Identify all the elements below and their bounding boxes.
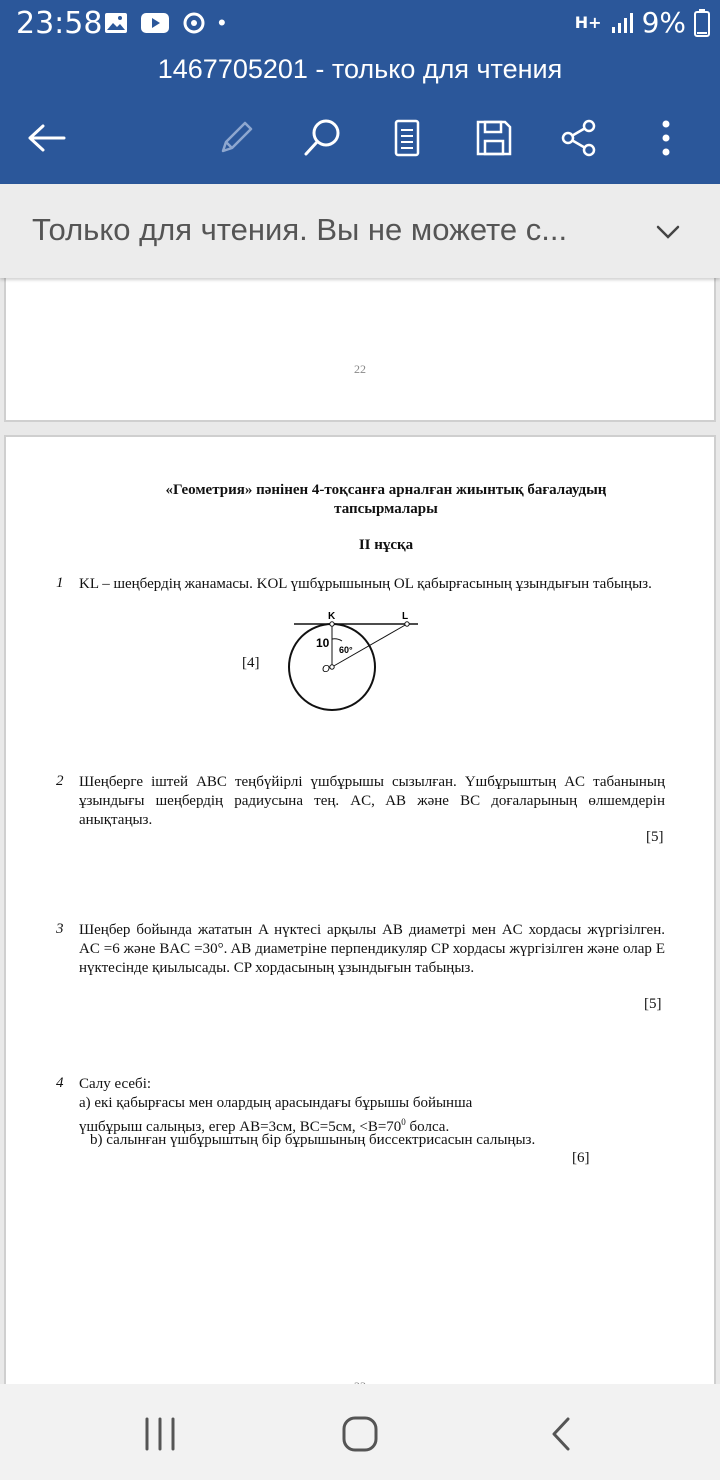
readonly-banner-text: Только для чтения. Вы не можете с...	[32, 212, 568, 247]
notification-icons	[104, 10, 226, 36]
gallery-icon	[104, 12, 128, 34]
point-l	[405, 622, 409, 626]
question-text: KL – шеңбердің жанамасы. KOL үшбұрышының OL қабырғасының ұзындығын табыңыз.	[79, 576, 652, 592]
youtube-icon	[140, 12, 170, 34]
share-button[interactable]	[549, 108, 609, 168]
chevron-down-icon[interactable]	[650, 214, 686, 250]
question-number: 4	[56, 1075, 64, 1091]
recent-apps-icon[interactable]	[138, 1412, 182, 1456]
back-chevron-icon[interactable]	[540, 1412, 584, 1456]
question-subpart-b: b) салынған үшбұрыштың бір бұрышының биссектрисасын салыңыз.	[90, 1132, 536, 1148]
page-number: 22	[354, 362, 366, 376]
question-number: 3	[56, 921, 64, 937]
more-icon	[661, 120, 671, 156]
document-page-1	[4, 268, 716, 422]
question-mark: [5]	[644, 996, 662, 1012]
toolbar	[0, 108, 720, 168]
save-icon	[475, 119, 513, 157]
battery-icon	[694, 9, 710, 37]
sync-icon	[182, 11, 206, 35]
back-button[interactable]	[16, 108, 76, 168]
question-mark: [5]	[646, 829, 664, 845]
status-time: 23:58	[16, 6, 103, 41]
circle-tangent-figure	[284, 607, 424, 713]
signal-icon	[610, 11, 634, 35]
label-k: K	[328, 611, 336, 622]
question-mark: [4]	[242, 655, 260, 671]
point-k	[330, 622, 334, 626]
variant-label: II нұсқа	[358, 537, 414, 553]
pencil-icon	[217, 119, 255, 157]
document-page-2	[4, 435, 716, 1435]
label-o: O	[322, 664, 330, 675]
question-mark: [6]	[572, 1150, 590, 1166]
system-icons	[575, 6, 710, 39]
question-number: 1	[56, 575, 64, 591]
edit-button[interactable]	[206, 108, 266, 168]
network-type: H+	[574, 13, 602, 32]
document-title: 1467705201 - только для чтения	[157, 54, 563, 84]
subpart-a-text: a) екі қабырғасы мен олардың арасындағы бұрышы бойынша үшбұрыш салыңыз, егер AB=3см, BC=5см, <B=70	[79, 1095, 473, 1135]
back-arrow-icon	[26, 123, 66, 153]
document-heading: «Геометрия» пәнінен 4-тоқсанға арналған жиынтық бағалаудың тапсырмалары	[165, 482, 607, 517]
home-icon[interactable]	[338, 1412, 382, 1456]
dot-icon: •	[218, 10, 226, 35]
search-button[interactable]	[292, 108, 352, 168]
angle-label: 60°	[339, 645, 353, 655]
share-icon	[560, 119, 598, 157]
point-o	[330, 665, 334, 669]
label-l: L	[402, 611, 409, 622]
reading-view-button[interactable]	[377, 108, 437, 168]
save-button[interactable]	[464, 108, 524, 168]
question-text: Шеңберге іштей ABC теңбүйірлі үшбұрышы сызылған. Үшбұрыштың AC табанының ұзындығы шеңбердің радиусына тең. AC, AB және BC доғаларының өлшемдерін анықтаңыз.	[79, 774, 665, 828]
battery-percent: 9%	[641, 6, 686, 39]
degree-superscript: 0	[401, 1117, 406, 1127]
angle-arc	[332, 639, 342, 641]
subpart-a-end: болса.	[405, 1119, 450, 1135]
app-bar	[0, 0, 720, 184]
question-text: Шеңбер бойында жататын A нүктесі арқылы AB диаметрі мен AC хордасы жүргізілген. AC =6 және BAC =30°. AB диаметріне перпендикуляр CP хордасы жүргізілген және олар E нүктесінде қиылысады. CP хордасының ұзындығын табыңыз.	[79, 922, 665, 976]
question-text: Салу есебі:	[79, 1076, 152, 1092]
question-number: 2	[56, 773, 64, 789]
radius-label: 10	[316, 636, 330, 650]
navigation-bar	[0, 1384, 720, 1480]
more-options-button[interactable]	[636, 108, 696, 168]
search-icon	[302, 118, 342, 158]
readonly-banner[interactable]	[0, 184, 720, 278]
reading-view-icon	[394, 119, 420, 157]
